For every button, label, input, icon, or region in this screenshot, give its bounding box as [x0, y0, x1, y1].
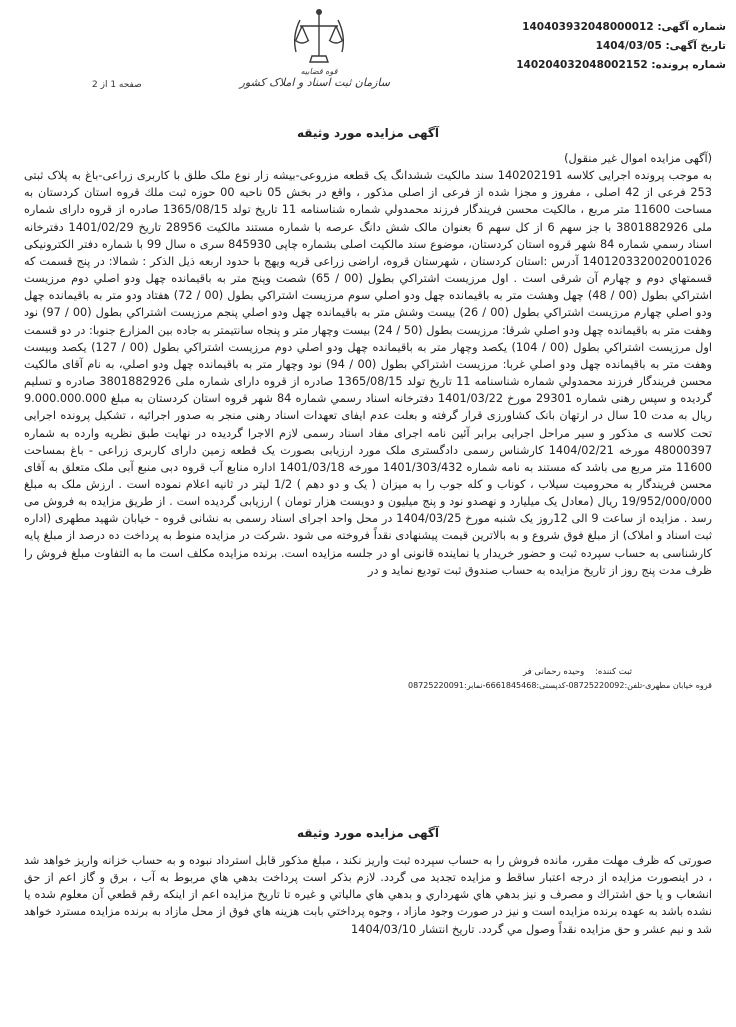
office-address: قروه خیابان مطهری-تلفن:08725220092-کدپستی:6661845468-نمابر:08725220091	[408, 681, 712, 690]
page-number: صفحه 1 از 2	[92, 80, 142, 90]
section1-subtitle: (آگهی مزایده اموال غیر منقول)	[564, 152, 712, 165]
header	[0, 0, 736, 110]
judiciary-emblem-icon	[290, 6, 348, 78]
section1-body	[24, 150, 712, 579]
section2-paragraph: صورتی که ظرف مهلت مقرر، مانده فروش را به حساب سپرده ثبت واریز نکند ، مبلغ مذکور قابل استرداد نبوده و به حساب خزانه واریز خواهد شد ، در اینصورت مزایده از درجه اعتبار ساقط و مزایده تجدید می گردد. لازم بذکر است پرداخت بدهي هاي مربوط به آب ، برق و گاز اعم از حق انشعاب و یا حق اشتراك و مصرف و نیز بدهي هاي شهرداري و بدهي هاي مالیاتي و غیره تا تاریخ مزایده اعم از اینکه رقم قطعي آن معلوم شده یا نشده باشد به عهده برنده مزایده است و نیز در صورت وجود مازاد ، وجوه پرداختي بابت هزینه هاي فوق از محل مازاد به برنده مزایده مسترد خواهد شد و نیم عشر و حق مزایده نقداً وصول مي گردد. تاریخ انتشار 1404/03/10	[24, 854, 712, 936]
notice-meta	[486, 18, 726, 75]
section2-title: آگهی مزایده مورد وثیقه	[296, 826, 439, 840]
meta-row-file-number: شماره پرونده: 140204032048002152	[516, 59, 726, 71]
signature-name: وحیده رحمانی فر	[522, 667, 585, 677]
signature-label: ثبت کننده:	[595, 667, 632, 677]
meta-row-notice-number: شماره آگهی: 140403932048000012	[522, 21, 726, 33]
section1-paragraph: به موجب پرونده اجرایی کلاسه 140202191 سند مالکیت ششدانگ یک قطعه مزروعی-بیشه زار نوع ملک طلق با کاربری زراعی-باغ به پلاک ثبتی 253 فرعی از 42 اصلی ، مفروز و مجزا شده از فرعی از اصلی مذکور ، واقع در بخش 05 ناحیه 00 حوزه ثبت ملك قروه استان كردستان به مساحت 11600 متر مربع ، مالکیت محسن فریندگار فرزند محمدولي شماره شناسنامه 11 تاریخ تولد 1365/08/15 صادره از قروه دارای شماره ملی 3801882926 با جز سهم 6 از کل سهم 6 بعنوان مالک شش دانگ عرصه با شماره مستند مالکیت 28956 تاریخ 1401/02/29 دفترخانه اسناد رسمي شماره 84 شهر قروه استان كردستان، موضوع سند مالکیت اصلی بشماره چاپی 845930 سری ه سال 99 با شماره دفتر الکترونیکی 140120332002001026 آدرس :استان كردستان ، شهرستان قروه، اراضی زراعی قریه ویهج با حدود اربعه ذیل الذکر : شمالا: در پنج قسمت که قسمتهاي دوم و چهارم آن شرقی است . اول مرزیست اشتراکي بطول (00 / 65) شصت وپنج متر به باقیمانده چهل ودو اصلي دوم مرزیست اشتراکي بطول (00 / 48) چهل وهشت متر به باقیمانده چهل ودو اصلي سوم مرزیست اشتراکي بطول (00 / 72) هفتاد ودو متر به باقیمانده چهل ودو اصلي چهارم مرزیست اشتراکي بطول (00 / 26) بیست وشش متر به باقیمانده چهل ودو اصلي پنجم مرزیست اشتراکي بطول (00 / 97) نود وهفت متر به باقیمانده چهل ودو اصلي شرقا: مرزیست بطول (50 / 24) بیست وچهار متر و پنجاه سانتیمتر به جاده بین المزارع جنوبا: در دو قسمت اول مرزیست اشتراکي بطول (00 / 104) یکصد وچهار متر به باقیمانده چهل ودو اصلي دوم مرزیست اشتراکي بطول (00 / 127) یکصد وبیست وهفت متر به باقیمانده چهل ودو اصلي غربا: مرزیست اشتراکي بطول (00 / 94) نود وچهار متر به باقیمانده چهل ودو اصلي، به نام آقای مالکیت محسن فریندگار فرزند محمدولي شماره شناسنامه 11 تاریخ تولد 1365/08/15 صادره از قروه دارای شماره ملی 3801882926 صادره و تسلیم گردیده و سپس رهنی شماره 29301 مورخ 1401/03/22 دفترخانه اسناد رسمي شماره 84 شهر قروه استان كردستان به مبلغ 9.000.000.000 ریال به مدت 10 سال در ارتهان بانک کشاورزی قرار گرفته و بعلت عدم ایفای تعهدات اسناد رهنی منجر به صدور اجرائیه ، تشکیل پرونده اجرایی تحت کلاسه ی مذکور و سیر مراحل اجرایی برابر آئین نامه اجرای مفاد اسناد رسمی لازم الاجرا گردیده در نهایت طبق نظریه وارده به شماره 48000397 مورخه 1404/02/21 کارشناس رسمی دادگستری ملک مورد ارزیابی بصورت یک قطعه زمین دارای کاربری زراعی - باغ بمساحت 11600 متر مربع می باشد که مستند به نامه شماره 1401/303/432 مورخه 1401/03/18 اداره منابع آب قروه دبی منبع آبی ملک متعلق به آقای محسن فریندگار به محرومیت سیلاب ، کوناب و کله جوب را به میزان ( یک و دو دهم ) 1/2 لیتر در ثانیه اعلام نموده است . ارزش ملک به مبلغ 19/952/000/000 ریال (معادل یک میلیارد و نهصدو نود و پنج میلیون و دویست هزار تومان ) ارزیابی گردیده است . از طریق مزایده به فروش می رسد . مزایده از ساعت 9 الی 12روز یک شنبه مورخ 1404/03/25 در محل واحد اجرای اسناد رسمی به نشانی قروه - خیابان شهید مطهری (اداره ثبت اسناد و املاک) از مبلغ فوق شروع و به بالاترین قیمت پیشنهادی نقداً فروخته می شود .شرکت در مزایده منوط به پرداخت ده درصد از مبلغ پایه کارشناسی به حساب سپرده ثبت و حضور خریدار یا نماینده قانونی او در جلسه مزایده است. برنده مزایده مکلف است ما به التفاوت مبلغ فروش را ظرف مدت پنج روز از تاریخ مزایده به حساب صندوق ثبت تودیع نماید و در	[24, 169, 713, 577]
emblem-text: قوه قضاییه	[300, 67, 338, 76]
meta-row-notice-date: تاریخ آگهی: 1404/03/05	[595, 40, 726, 52]
signature-block	[24, 666, 712, 692]
org-name: سازمان ثبت اسناد و املاک کشور	[239, 76, 390, 89]
section1-title: آگهی مزایده مورد وثیقه	[296, 126, 439, 140]
section2-body	[24, 852, 712, 938]
signature-line	[24, 666, 712, 679]
